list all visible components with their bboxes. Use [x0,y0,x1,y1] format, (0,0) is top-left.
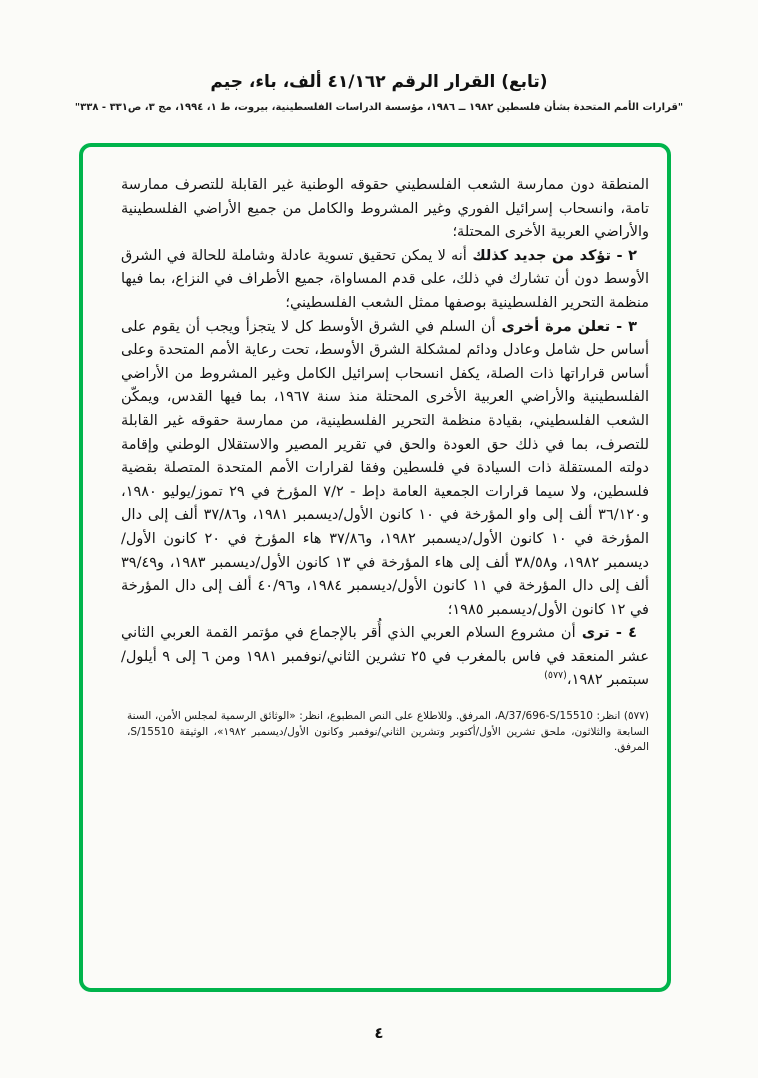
paragraph-text: أن مشروع السلام العربي الذي أُقر بالإجماع في مؤتمر القمة العربي الثاني عشر المنعقد في فاس بالمغرب في ٢٥ تشرين الثاني/نوفمبر ١٩٨١ ومن ٦ إلى ٩ أيلول/سبتمبر ١٩٨٢، [121,625,649,689]
paragraph-text: المنطقة دون ممارسة الشعب الفلسطيني حقوقه الوطنية غير القابلة للتصرف ممارسة تامة، وانسحاب إسرائيل الفوري وغير المشروط والكامل من جميع الأراضي الفلسطينية والأراضي العربية الأخرى المحتلة؛ [121,177,649,241]
paragraph-lead: ٢ - تؤكد من جديد كذلك [466,247,638,264]
paragraph-lead: ٤ - ترى [575,625,637,642]
paragraph-2 [121,245,649,316]
page-number: ٤ [374,1024,384,1042]
paragraph-text: أن السلم في الشرق الأوسط كل لا يتجزأ ويجب أن يقوم على أساس حل شامل وعادل ودائم لمشكلة الشرق الأوسط، تحت رعاية الأمم المتحدة وعلى أساس قراراتها ذات الصلة، يكفل انسحاب إسرائيل الكامل وغير المشروط من الأراضي الفلسطينية والأراضي العربية الأخرى المحتلة منذ سنة ١٩٦٧، بما فيها القدس، ويمكّن الشعب الفلسطيني، بقيادة منظمة التحرير الفلسطينية، من ممارسة حقوقه غير القابلة للتصرف، بما في ذلك حق العودة والحق في تقرير المصير والاستقلال الوطني وإقامة دولته المستقلة ذات السيادة في فلسطين وفقا لقرارات الأمم المتحدة المتصلة بقضية فلسطين، ولا سيما قرارات الجمعية العامة دإط - ٧/٢ المؤرخ في ٢٩ تموز/يوليو ١٩٨٠، و٣٦/١٢٠ ألف إلى واو المؤرخة في ١٠ كانون الأول/ديسمبر ١٩٨١، و٣٧/٨٦ ألف إلى دال المؤرخة في ١٠ كانون الأول/ديسمبر ١٩٨٢، و٣٧/٨٦ هاء المؤرخ في ٢٠ كانون الأول/ديسمبر ١٩٨٢، و٣٨/٥٨ ألف إلى هاء المؤرخة في ١٣ كانون الأول/ديسمبر ١٩٨٣، و٣٩/٤٩ ألف إلى دال المؤرخة في ١١ كانون الأول/ديسمبر ١٩٨٤، و٤٠/٩٦ ألف إلى دال المؤرخة في ١٢ كانون الأول/ديسمبر ١٩٨٥؛ [121,318,650,618]
paragraph-lead: ٣ - تعلن مرة أخرى [495,318,637,335]
green-frame [79,143,671,992]
footnote-marker: (٥٧٧) [620,710,649,723]
paragraph-3 [121,316,649,623]
paragraph-continuation [121,174,649,245]
footnote [121,709,649,756]
paragraph-4 [121,622,649,693]
paragraph-text: أنه لا يمكن تحقيق تسوية عادلة وشاملة للحالة في الشرق الأوسط دون أن تشارك في ذلك، على قدم المساواة، جميع الأطراف في النزاع، بما فيها منظمة التحرير الفلسطينية بوصفها ممثل الشعب الفلسطيني؛ [121,247,649,311]
document-header [0,72,758,113]
document-title: (تابع) القرار الرقم ٤١/١٦٢ ألف، باء، جيم [210,72,548,92]
footnote-reference-mark: (٥٧٧) [544,670,567,682]
source-citation: "قرارات الأمم المتحدة بشأن فلسطين ١٩٨٢ ــ ١٩٨٦، مؤسسة الدراسات الفلسطينية، بيروت، ط ١، ١٩٩٤، مج ٣، ص٣٣١ - ٣٣٨" [74,102,684,113]
resolution-body [121,174,649,756]
footnote-text: انظر: A/37/696-S/15510، المرفق. وللاطلاع على النص المطبوع، انظر: «الوثائق الرسمية لمجلس الأمن، السنة السابعة والثلاثون، ملحق تشرين الأول/أكتوبر وتشرين الثاني/نوفمبر وكانون الأول/ديسمبر ١٩٨٢»، الوثيقة S/15510، المرفق. [127,710,649,754]
